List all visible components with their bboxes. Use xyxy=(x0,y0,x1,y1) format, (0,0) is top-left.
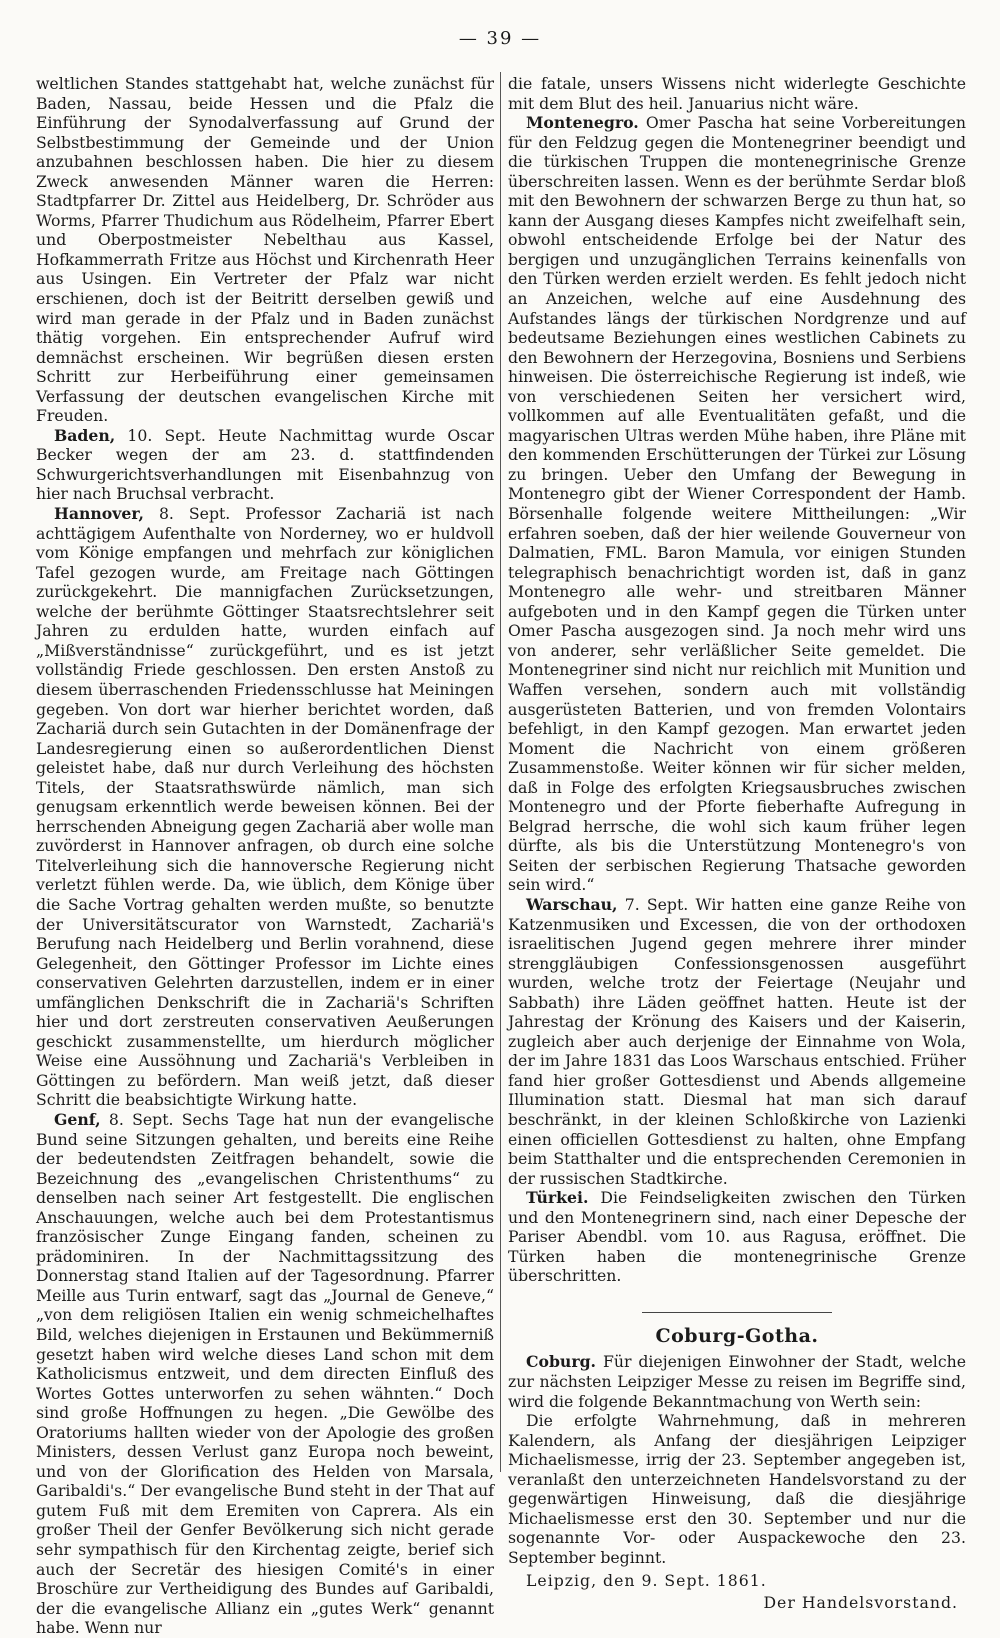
section-separator xyxy=(642,1312,832,1313)
paragraph-text: Für diejenigen Einwohner der Stadt, welche zur nächsten Leipziger Messe zu reisen im Begriffe sind, wird die folgende Bekanntmachung von Werth sein: xyxy=(508,1352,966,1411)
dateline-place: Coburg. xyxy=(526,1352,597,1372)
paragraph-montenegro xyxy=(508,113,966,895)
paragraph-hannover xyxy=(36,504,494,1110)
section-title: Coburg-Gotha. xyxy=(655,1324,819,1347)
paragraph-announcement xyxy=(508,1411,966,1567)
column-divider xyxy=(500,72,501,1472)
paragraph-warschau xyxy=(508,895,966,1188)
paragraph-text: 8. Sept. Professor Zachariä ist nach achttägigem Aufenthalte von Norderney, wo er huldvoll vom Könige empfangen und mehrfach zur königlichen Tafel gezogen wurde, am Freitage nach Göttingen zurückgekehrt. Die mannigfachen Zurücksetzungen, welche der berühmte Göttinger Staatsrechtslehrer seit Jahren zu erdulden hatte, wurden einfach auf „Mißverständnisse“ zurückgeführt, und es ist jetzt vollständig Friede geschlossen. Den ersten Anstoß zu diesem überraschenden Friedensschlusse hat Meiningen gegeben. Von dort war hierher berichtet worden, daß Zachariä durch sein Gutachten in der Domänenfrage der Landesregierung einen so außerordentlichen Dienst geleistet habe, daß nur durch Verleihung des höchsten Titels, der Staatsrathswürde nämlich, man sich genugsam erkenntlich werde beweisen können. Bei der herrschenden Abneigung gegen Zachariä aber wolle man zuvörderst in Hannover anfragen, ob durch eine solche Titelverleihung sich die hannoversche Regierung nicht verletzt fühlen werde. Da, wie üblich, dem Könige über die Sache Vortrag gehalten werden mußte, so benutzte der Universitätscurator von Warnstedt, Zachariä's Berufung nach Heidelberg und Berlin vorahnend, diese Gelegenheit, den Göttinger Professor im Lichte eines conservativen Gelehrten darzustellen, indem er in einer umfänglichen Denkschrift die in Zachariä's Schriften hier und dort zerstreuten conservativen Aeußerungen geschickt zusammenstellte, um hierdurch möglicher Weise eine Aussöhnung und Zachariä's Verbleiben in Göttingen zu befördern. Man weiß jetzt, daß dieser Schritt die beabsichtigte Wirkung hatte. xyxy=(36,504,494,1110)
paragraph-text: die fatale, unsers Wissens nicht widerlegte Geschichte mit dem Blut des heil. Januarius nicht wäre. xyxy=(508,74,966,113)
paragraph-baden xyxy=(36,426,494,504)
paragraph-text: 10. Sept. Heute Nachmittag wurde Oscar Becker wegen der am 23. d. stattfindenden Schwurgerichtsverhandlungen mit Eisenbahnzug von hier nach Bruchsal verbracht. xyxy=(36,425,494,504)
dateline-place: Genf, xyxy=(54,1109,101,1129)
paragraph-synodal xyxy=(36,74,494,426)
paragraph-tuerkei xyxy=(508,1188,966,1286)
announcement-signature: Der Handelsvorstand. xyxy=(763,1593,958,1613)
dateline-place: Hannover, xyxy=(54,504,144,524)
page-number: — 39 — xyxy=(458,28,542,49)
paragraph-text: 8. Sept. Sechs Tage hat nun der evangelische Bund seine Sitzungen gehalten, und bereits eine Reihe der bedeutendsten Zeitfragen behandelt, sowie die Bezeichnung des „evangelischen Christenthums“ zu denselben nach seiner Art festgestellt. Die englischen Anschauungen, welche auch bei dem Protestantismus französischer Zunge Eingang fanden, scheinen zu prädominiren. In der Nachmittagssitzung des Donnerstag stand Italien auf der Tagesordnung. Pfarrer Meille aus Turin entwarf, sagt das „Journal de Geneve,“ „von dem religiösen Italien ein wenig schmeichelhaftes Bild, welches diejenigen in Erstaunen und Bekümmerniß gesetzt haben wird welche dieses Land schon mit dem Katholicismus entzweit, und dem directen Einfluß des Wortes Gottes unterworfen zu sehen wähnten.“ Doch sind große Hoffnungen zu hegen. „Die Gewölbe des Oratoriums hallten wieder von der Apologie des großen Ministers, dessen Verlust ganz Europa noch beweint, und von der Glorification des Helden von Marsala, Garibaldi's.“ Der evangelische Bund steht in der That auf gutem Fuß mit dem Eremiten von Caprera. Als ein großer Theil der Genfer Bevölkerung sich nicht gerade sehr sympathisch für den Kirchentag zeigte, berief sich auch der Secretär des hiesigen Comité's in einer Broschüre zur Vertheidigung des Bundes auf Garibaldi, der die evangelische Allianz ein „gutes Werk“ genannt habe. Wenn nur xyxy=(36,1109,494,1638)
dateline-place: Türkei. xyxy=(526,1188,589,1208)
dateline-place: Baden, xyxy=(54,425,116,445)
paragraph-text: Omer Pascha hat seine Vorbereitungen für den Feldzug gegen die Montenegriner beendigt und die türkischen Truppen die montenegrinische Grenze überschreiten lassen. Wenn es der berühmte Serdar bloß mit den Bewohnern der schwarzen Berge zu thun hat, so kann der Ausgang dieses Kampfes nicht zweifelhaft sein, obwohl entscheidende Erfolge bei der Natur des bergigen und unzugänglichen Terrains keinenfalls von den Türken werden erzielt werden. Es fehlt jedoch nicht an Anzeichen, welche auf eine Ausdehnung des Aufstandes längs der türkischen Nordgrenze und auf bedeutsame Beziehungen eines westlichen Cabinets zu den Bewohnern der Herzegovina, Bosniens und Serbiens hinweisen. Die österreichische Regierung ist indeß, wie von verschiedenen Seiten her versichert wird, vollkommen auf alle Eventualitäten gefaßt, und die magyarischen Ultras werden Mühe haben, ihre Pläne mit den kommenden Erschütterungen der Türkei zur Lösung zu bringen. Ueber den Umfang der Bewegung in Montenegro gibt der Wiener Correspondent der Hamb. Börsenhalle folgende weitere Mittheilungen: „Wir erfahren soeben, daß der hier weilende Gouverneur von Dalmatien, FML. Baron Mamula, vor einigen Stunden telegraphisch benachrichtigt worden ist, daß in ganz Montenegro alle wehr- und streitbaren Männer aufgeboten und in den Kampf gegen die Türken unter Omer Pascha ausgezogen sind. Ja noch mehr wird uns von anderer, sehr verläßlicher Seite gemeldet. Die Montenegriner sind nicht nur reichlich mit Munition und Waffen versehen, sondern auch mit vollständig ausgerüsteten Batterien, und von fremden Volontairs befehligt, in den Kampf gezogen. Man erwartet jeden Moment die Nachricht von einem größeren Zusammenstoße. Weiter können wir für sicher melden, daß in Folge des erfolgten Kriegsausbruches zwischen Montenegro und der Pforte fieberhafte Aufregung in Belgrad herrsche, die wohl sich kaum früher legen dürfte, als bis die Unterstützung Montenegro's von Seiten der serbischen Regierung Thatsache geworden sein wird.“ xyxy=(508,113,966,895)
left-column xyxy=(36,74,494,1638)
paragraph-text: Die erfolgte Wahrnehmung, daß in mehreren Kalendern, als Anfang der diesjährigen Leipziger Michaelismesse, irrig der 23. September angegeben ist, veranlaßt den unterzeichneten Handelsvorstand zu der gegenwärtigen Hinweisung, daß die diesjährige Michaelismesse erst den 30. September und nur die sogenannte Vor- oder Auspackewoche den 23. September beginnt. xyxy=(508,1411,966,1567)
paragraph-coburg xyxy=(508,1352,966,1411)
paragraph-text: weltlichen Standes stattgehabt hat, welche zunächst für Baden, Nassau, beide Hessen und die Pfalz die Einführung der Synodalverfassung auf Grund der Selbstbestimmung der Gemeinde und der Union anzubahnen beschlossen haben. Die hier zu diesem Zweck anwesenden Männer waren die Herren: Stadtpfarrer Dr. Zittel aus Heidelberg, Dr. Schröder aus Worms, Pfarrer Thudichum aus Rödelheim, Pfarrer Ebert und Oberpostmeister Nebelthau aus Kassel, Hofkammerrath Fritze aus Höchst und Kirchenrath Heer aus Usingen. Ein Vertreter der Pfalz war nicht erschienen, doch ist der Beitritt derselben gewiß und wird man gerade in der Pfalz und in Baden zunächst thätig vorgehen. Ein entsprechender Aufruf wird demnächst erscheinen. Wir begrüßen diesen ersten Schritt zur Herbeiführung einer gemeinsamen Verfassung der deutschen evangelischen Kirche mit Freuden. xyxy=(36,74,494,426)
right-column xyxy=(508,74,966,1613)
paragraph-januarius xyxy=(508,74,966,113)
paragraph-text: Die Feindseligkeiten zwischen den Türken und den Montenegrinern sind, nach einer Depesche der Pariser Abendbl. vom 10. aus Ragusa, eröffnet. Die Türken haben die montenegrinische Grenze überschritten. xyxy=(508,1188,966,1286)
paragraph-text: 7. Sept. Wir hatten eine ganze Reihe von Katzenmusiken und Excessen, die von der orthodoxen israelitischen Jugend gegen mehrere ihrer minder strenggläubigen Confessionsgenossen ausgeführt wurden, welche trotz der Feiertage (Neujahr und Sabbath) ihre Läden geöffnet hatten. Heute ist der Jahrestag der Krönung des Kaisers und der Kaiserin, zugleich aber auch derjenige der Einnahme von Wola, der im Jahre 1831 das Loos Warschaus entschied. Früher fand hier großer Gottesdienst und Abends allgemeine Illumination statt. Diesmal hat man sich darauf beschränkt, in der kleinen Schloßkirche von Lazienki einen officiellen Gottesdienst zu halten, ohne Empfang beim Statthalter und die entsprechenden Ceremonien in der russischen Stadtkirche. xyxy=(508,894,966,1188)
dateline-place: Warschau, xyxy=(526,894,618,914)
announcement-dateline: Leipzig, den 9. Sept. 1861. xyxy=(526,1571,767,1591)
paragraph-genf xyxy=(36,1110,494,1638)
dateline-place: Montenegro. xyxy=(526,113,639,133)
